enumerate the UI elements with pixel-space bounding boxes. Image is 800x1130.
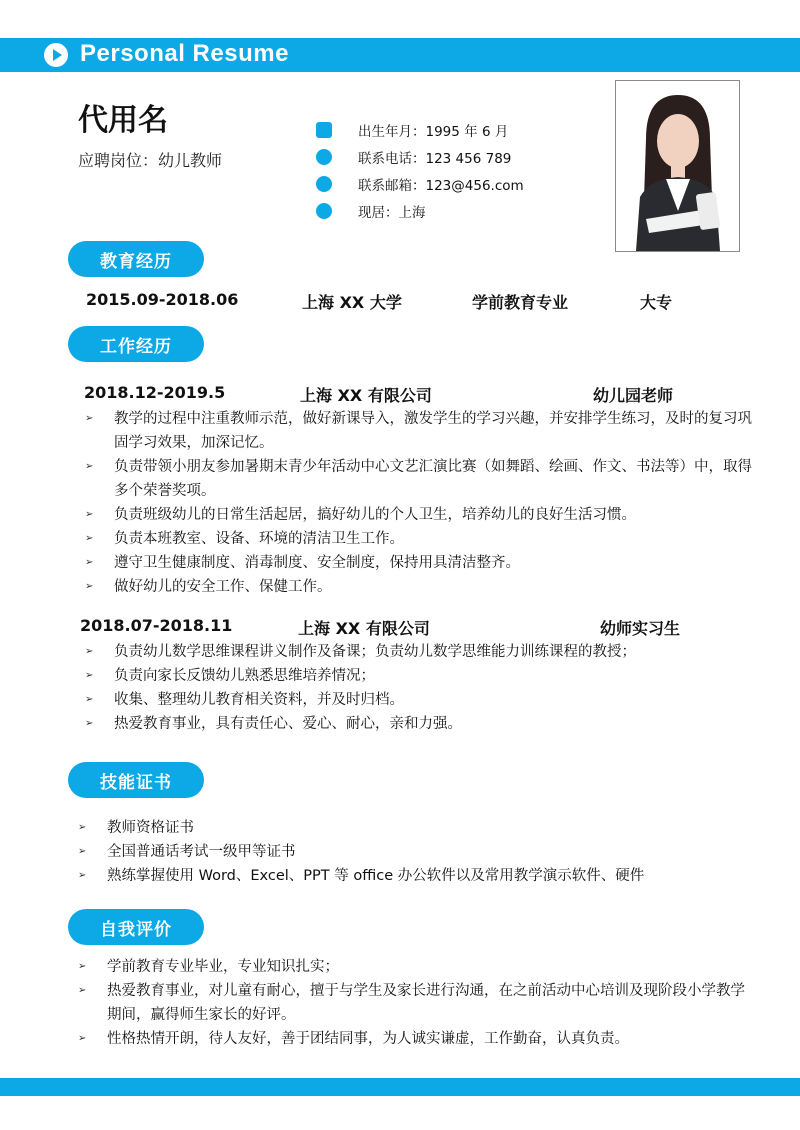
list-item: ➢ 收集、整理幼儿教育相关资料，并及时归档。 (82, 688, 757, 712)
education-row (0, 290, 800, 310)
list-item: ➢ 学前教育专业毕业，专业知识扎实； (75, 955, 750, 979)
job-1-row (0, 383, 800, 403)
candidate-name: 代用名 (78, 103, 168, 138)
job-1-period: 2018.12-2019.5 (84, 383, 226, 402)
resume-title: Personal Resume (80, 40, 289, 67)
applied-position: 应聘岗位：幼儿教师 (78, 151, 223, 170)
job-1-role: 幼儿园老师 (593, 386, 674, 405)
list-item: ➢ 负责幼儿数学思维课程讲义制作及备课；负责幼儿数学思维能力训练课程的教授； (82, 640, 757, 664)
list-item: ➢ 负责带领小朋友参加暑期末青少年活动中心文艺汇演比赛（如舞蹈、绘画、作文、书法等）中，取得多个荣誉奖项。 (82, 455, 757, 503)
list-item: ➢ 熟练掌握使用 Word、Excel、PPT 等 office 办公软件以及常用教学演示软件、硬件 (75, 864, 765, 888)
education-degree: 大专 (640, 293, 673, 312)
evaluation-heading: 自我评价 (68, 909, 204, 945)
list-item: ➢ 遵守卫生健康制度、消毒制度、安全制度，保持用具清洁整齐。 (82, 551, 757, 575)
list-item: ➢ 负责向家长反馈幼儿熟悉思维培养情况； (82, 664, 757, 688)
mail-icon (316, 203, 332, 219)
list-item: ➢ 全国普通话考试一级甲等证书 (75, 840, 765, 864)
location-icon (316, 149, 332, 165)
list-item: ➢ 做好幼儿的安全工作、保健工作。 (82, 575, 757, 599)
job-2-period: 2018.07-2018.11 (80, 616, 233, 635)
contact-info (316, 116, 524, 224)
list-item: ➢ 负责班级幼儿的日常生活起居，搞好幼儿的个人卫生，培养幼儿的良好生活习惯。 (82, 503, 757, 527)
job-1-duties (82, 407, 757, 599)
info-birth-text: 出生年月：1995 年 6 月 (358, 123, 509, 140)
footer-bar (0, 1078, 800, 1096)
avatar (616, 81, 739, 251)
job-2-row (0, 616, 800, 636)
education-major: 学前教育专业 (472, 293, 569, 312)
list-item: ➢ 热爱教育事业，对儿童有耐心，擅于与学生及家长进行沟通，在之前活动中心培训及现阶段小学教学期间，赢得师生家长的好评。 (75, 979, 750, 1027)
info-residence (316, 197, 524, 224)
list-item: ➢ 性格热情开朗，待人友好，善于团结同事，为人诚实谦虚，工作勤奋，认真负责。 (75, 1027, 750, 1051)
education-school: 上海 XX 大学 (302, 293, 402, 312)
job-2-duties (82, 640, 757, 736)
profile-photo (615, 80, 740, 252)
info-email (316, 170, 524, 197)
education-heading: 教育经历 (68, 241, 204, 277)
work-heading: 工作经历 (68, 326, 204, 362)
list-item: ➢ 负责本班教室、设备、环境的清洁卫生工作。 (82, 527, 757, 551)
list-item: ➢ 热爱教育事业，具有责任心、爱心、耐心，亲和力强。 (82, 712, 757, 736)
skills-heading: 技能证书 (68, 762, 204, 798)
evaluation-list (75, 955, 750, 1051)
list-item: ➢ 教师资格证书 (75, 816, 765, 840)
info-email-text: 联系邮箱：123@456.com (358, 177, 524, 194)
skills-list (75, 816, 765, 888)
play-icon (44, 43, 68, 67)
calendar-icon (316, 122, 332, 138)
info-phone-text: 联系电话：123 456 789 (358, 150, 512, 167)
job-2-company: 上海 XX 有限公司 (298, 619, 430, 638)
info-residence-text: 现居：上海 (358, 204, 426, 221)
header-bar (0, 38, 800, 72)
list-item: ➢ 教学的过程中注重教师示范，做好新课导入，激发学生的学习兴趣，并安排学生练习，及时的复习巩固学习效果，加深记忆。 (82, 407, 757, 455)
education-period: 2015.09-2018.06 (86, 290, 239, 309)
info-birth (316, 116, 524, 143)
job-1-company: 上海 XX 有限公司 (300, 386, 432, 405)
phone-icon (316, 176, 332, 192)
info-phone (316, 143, 524, 170)
job-2-role: 幼师实习生 (600, 619, 681, 638)
